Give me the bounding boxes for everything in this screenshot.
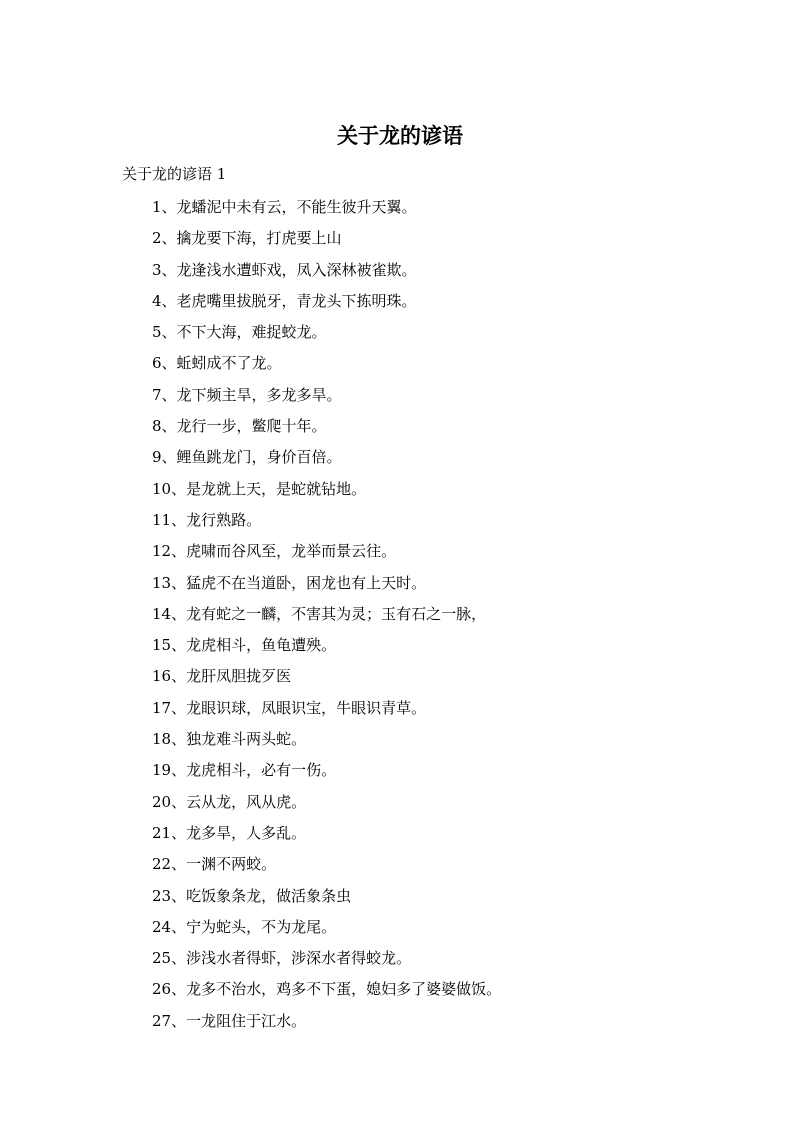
saying-item: 16、龙肝凤胆拢歹医 [152, 667, 292, 686]
saying-item: 5、不下大海，难捉蛟龙。 [152, 323, 327, 342]
saying-item: 19、龙虎相斗，必有一伤。 [152, 761, 337, 780]
section-heading: 关于龙的谚语 1 [122, 165, 227, 183]
saying-item: 10、是龙就上天，是蛇就钻地。 [152, 479, 367, 498]
saying-item: 12、虎啸而谷风至，龙举而景云往。 [152, 542, 397, 561]
saying-item: 22、一渊不两蛟。 [152, 855, 277, 874]
saying-item: 17、龙眼识球，凤眼识宝，牛眼识青草。 [152, 698, 427, 717]
saying-item: 18、独龙难斗两头蛇。 [152, 730, 307, 749]
saying-item: 27、一龙阻住于江水。 [152, 1011, 307, 1030]
saying-item: 23、吃饭象条龙，做活象条虫 [152, 886, 352, 905]
saying-item: 20、云从龙，风从虎。 [152, 792, 307, 811]
document-title: 关于龙的谚语 [337, 124, 463, 148]
saying-item: 9、鲤鱼跳龙门，身价百倍。 [152, 448, 342, 467]
saying-item: 3、龙逢浅水遭虾戏，凤入深林被雀欺。 [152, 260, 417, 279]
saying-item: 14、龙有蛇之一麟，不害其为灵；玉有石之一脉， [152, 604, 487, 623]
saying-item: 7、龙下频主旱，多龙多旱。 [152, 385, 342, 404]
saying-item: 2、擒龙要下海，打虎要上山 [152, 229, 342, 248]
saying-item: 15、龙虎相斗，鱼龟遭殃。 [152, 636, 337, 655]
saying-item: 4、老虎嘴里拔脱牙，青龙头下拣明珠。 [152, 291, 417, 310]
saying-item: 26、龙多不治水，鸡多不下蛋，媳妇多了婆婆做饭。 [152, 980, 502, 999]
saying-item: 24、宁为蛇头，不为龙尾。 [152, 917, 337, 936]
saying-item: 1、龙蟠泥中未有云，不能生彼升天翼。 [152, 198, 417, 216]
saying-item: 6、蚯蚓成不了龙。 [152, 354, 282, 373]
sayings-list [152, 192, 772, 1037]
saying-item: 21、龙多旱，人多乱。 [152, 823, 307, 842]
saying-item: 8、龙行一步，鳖爬十年。 [152, 417, 327, 436]
saying-item: 11、龙行熟路。 [152, 510, 262, 529]
saying-item: 25、涉浅水者得虾，涉深水者得蛟龙。 [152, 949, 412, 968]
saying-item: 13、猛虎不在当道卧，困龙也有上天时。 [152, 573, 427, 592]
